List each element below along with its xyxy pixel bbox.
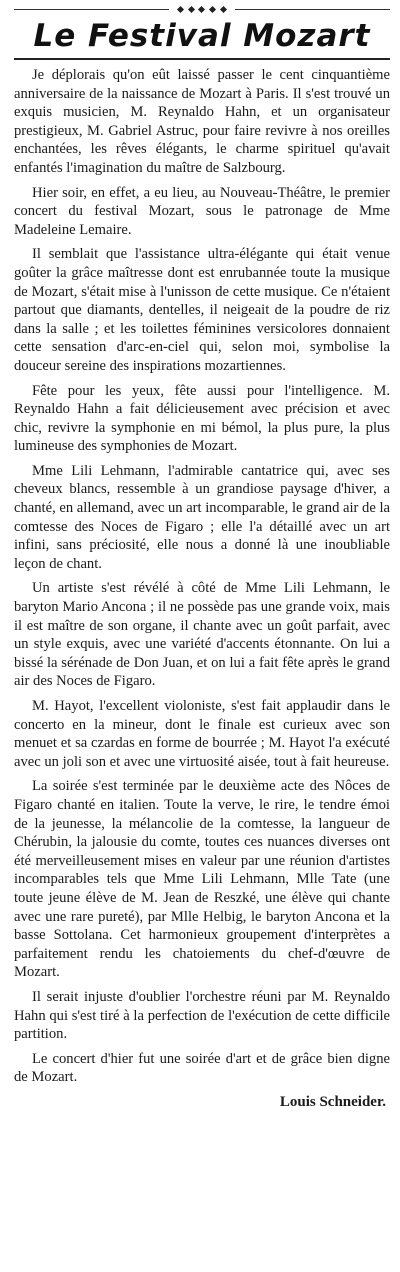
paragraph: Mme Lili Lehmann, l'admirable cantatrice qui, avec ses cheveux blancs, ressemble à un grandiose paysage d'hiver, a chanté, en allemand, avec un art incomparable, le grand air de la comtesse des Noces de Figaro ; elle l'a détaillé avec un art infini, sans préciosité, elle nous a donné là une inoubliable leçon de chant. (14, 462, 391, 572)
paragraph: Le concert d'hier fut une soirée d'art et de grâce bien digne de Mozart. (14, 1050, 390, 1086)
paragraph: La soirée s'est terminée par le deuxième acte des Nôces de Figaro chanté en italien. Toute la verve, le rire, le tendre émoi de la jeunesse, la mélancolie de la comtesse, la langueur de Chérubin, la jalousie du comte, toutes ces nuances diverses ont été merveilleusement mises en valeur par une réunion d'artistes incomparables tels que Mme Lili Lehmann, Mlle Tate (une toute jeune élève de M. Jean de Reszké, une élève qui chante avec une rare pureté), par Mlle Helbig, le baryton Ancona et la basse Sottolana. Cet harmonieux groupement d'interprètes a parfaitement rendu les chatoiements du chef-d'œuvre de Mozart. (14, 778, 390, 981)
article-title: Le Festival Mozart (33, 18, 371, 54)
newspaper-column (0, 2, 400, 1272)
paragraph: Un artiste s'est révélé à côté de Mme Lili Lehmann, le baryton Mario Ancona ; il ne possède pas une grande voix, mais il est maître de son organe, il chante avec un goût parfait, avec un style exquis, avec une variété d'accents étonnante. On lui a bissé la sérénade de Don Juan, et on lui a fait fête après le grand air des Noces de Figaro. (14, 580, 390, 690)
paragraph: M. Hayot, l'excellent violoniste, s'est fait applaudir dans le concerto en la mineur, dont le finale est curieux avec son menuet et sa czardas en forme de bourrée ; M. Hayot l'a exécuté avec un joli son et avec une virtuosité aisée, tout à fait heureuse. (14, 698, 390, 770)
article-body (14, 66, 390, 1087)
paragraph: Il serait injuste d'oublier l'orchestre réuni par M. Reynaldo Hahn qui s'est tiré à la perfection de l'exécution de cette difficile partition. (14, 988, 390, 1043)
rule-line-left (14, 9, 169, 10)
paragraph: Je déplorais qu'on eût laissé passer le cent cinquantième anniversaire de la naissance de Mozart à Paris. Il s'est trouvé un exquis musicien, M. Reynaldo Hahn, et un organisateur prestigieux, M. Gabriel Astruc, pour faire revivre à nos oreilles enchantées, les rêves élégants, le charme spirituel qu'avait enfantés l'imagination du maître de Salzbourg. (14, 67, 390, 176)
title-divider (14, 58, 390, 60)
rule-line-right (235, 9, 390, 10)
paragraph: Il semblait que l'assistance ultra-élégante qui était venue goûter la grâce maîtresse dont est enrubannée toute la musique de Mozart, s'était mise à l'unisson de cette musique. Ce n'étaient partout que diamants, dentelles, il neigeait de la poudre de riz dans la salle ; et les toilettes féminines versicolores donnaient cette sensation d'arc-en-ciel qui, selon moi, symbolise la douceur sereine des inspirations mozartiennes. (14, 246, 390, 374)
paragraph: Hier soir, en effet, a eu lieu, au Nouveau-Théâtre, le premier concert du festival Mozart, sous le patronage de Mme Madeleine Lemaire. (14, 184, 390, 238)
ornament-icon (175, 5, 229, 13)
paragraph: Fête pour les yeux, fête aussi pour l'intelligence. M. Reynaldo Hahn a fait délicieusement avec précision et avec chic, revivre la symphonie en mi bémol, la plus pure, la plus lumineuse des symphonies de Mozart. (14, 382, 390, 455)
author-signature: Louis Schneider. (279, 1093, 386, 1110)
top-ornamental-rule (14, 2, 390, 16)
